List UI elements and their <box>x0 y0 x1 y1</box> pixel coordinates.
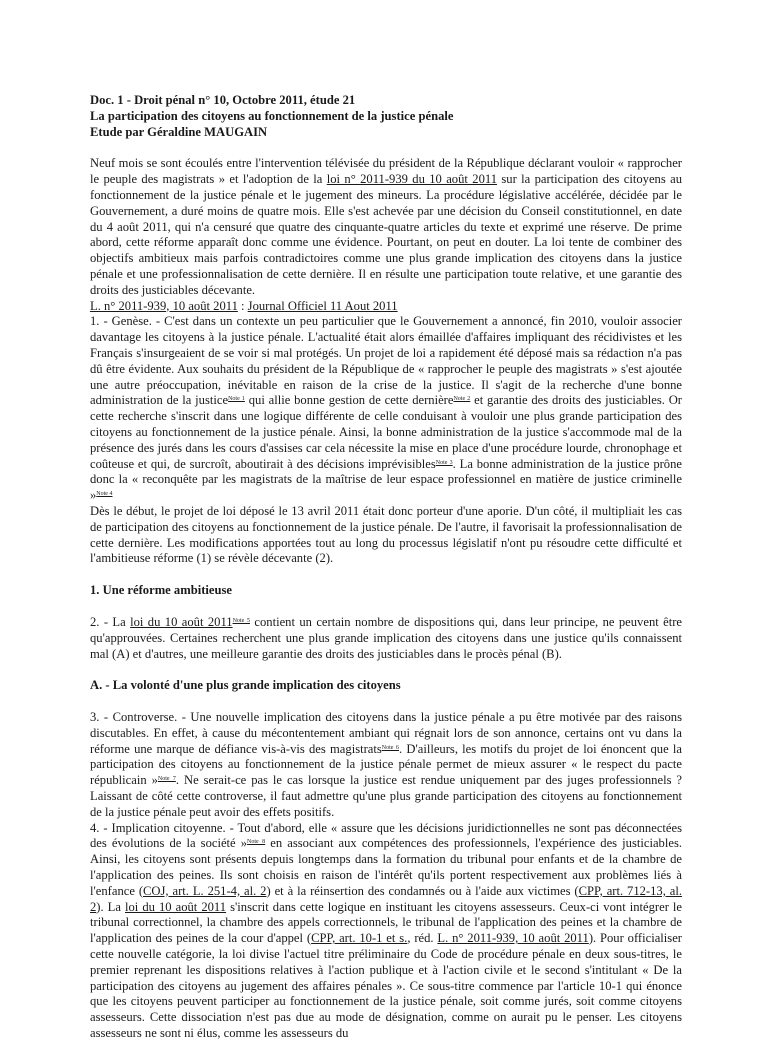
document-reference: Doc. 1 - Droit pénal n° 10, Octobre 2011, étude 21 <box>90 93 356 107</box>
law-reference-link[interactable]: L. n° 2011-939, 10 août 2011 <box>437 931 589 946</box>
paragraph-1-continued: Dès le début, le projet de loi déposé le 13 avril 2011 était donc porteur d'une aporie. D'un côté, il multipliait les cas de participation des citoyens au fonctionnement de la justice pénale. De l'autre, il favorisait la professionnalisation de cette dernière. Les modifications apportées tout au long du processus législatif n'ont pu résoudre cette difficulté et l'ambitieuse réforme (1) se révèle décevante (2). <box>90 503 682 566</box>
law-reference-link[interactable]: L. n° 2011-939, 10 août 2011 <box>90 298 238 313</box>
intro-paragraph: Neuf mois se sont écoulés entre l'intervention télévisée du président de la République déclarant vouloir « rapprocher le peuple des magistrats » et l'adoption de la loi n° 2011-939 du 10 août 2011 sur la participation des citoyens au fonctionnement de la justice pénale et le jugement des mineurs. La procédure législative accélérée, décidée par le Gouvernement, a duré moins de quatre mois. Elle s'est achevée par une décision du Conseil constitutionnel, en date du 4 août 2011, qui n'a censuré que quatre des cinquante-quatre articles du texte et exprimé une réserve. De prime abord, cette réforme apparaît donc comme une évidence. Pourtant, on peut en douter. La loi tente de combiner des objectifs ambitieux mais parfois contradictoires comme une plus grande implication des citoyens dans la justice pénale et une professionnalisation de cette dernière. Il en résulte une participation toute relative, et une garantie des droits des justiciables décevante. <box>90 156 682 297</box>
law-link[interactable]: loi n° 2011-939 du 10 août 2011 <box>326 172 497 187</box>
document-author: Etude par Géraldine MAUGAIN <box>90 124 268 139</box>
note-1-link[interactable]: Note 1 <box>228 396 245 403</box>
spacer <box>90 662 682 678</box>
spacer <box>90 599 682 615</box>
note-7-link[interactable]: Note 7 <box>157 776 176 783</box>
document-page <box>90 93 682 1042</box>
paragraph-4: 4. - Implication citoyenne. - Tout d'abord, elle « assure que les décisions juridictionnelles ne sont pas déconnectées des évolutions de la société »$^{Note 8}$ en associant aux compétences des professionnels, l'expérience des justiciables. Ainsi, les citoyens sont présents depuis longtemps dans la formation du tribunal pour enfants et de la chambre de l'application des peines. Ils sont choisis en raison de l'intérêt qu'ils portent respectivement aux problèmes liés à l'enfance (COJ, art. L. 251-4, al. 2) et à la réinsertion des condamnés ou à l'aide aux victimes (CPP, art. 712-13, al. 2). La loi du 10 août 2011 s'inscrit dans cette logique en instituant les citoyens assesseurs. Ceux-ci vont intégrer le tribunal correctionnel, la chambre des appels correctionnels, le tribunal de l'application des peines et la chambre de l'application des peines de la cour d'appel (CPP, art. 10-1 et s., réd. L. n° 2011-939, 10 août 2011). Pour officialiser cette nouvelle catégorie, la loi divise l'actuel titre préliminaire du Code de procédure pénale en deux sous-titres, le premier reprenant les dispositions relatives à l'action publique et à l'action civile et le second s'intitulant « De la participation des citoyens au jugement des affaires pénales ». Ce sous-titre commence par l'article 10-1 qui énonce que les citoyens peuvent participer au fonctionnement de la justice pénale, soit comme jurés, soit comme citoyens assesseurs. Cette dissociation n'est pas due au mode de désignation, comme on aurait pu le penser. Les citoyens assesseurs ne sont ni élus, comme les assesseurs du <box>90 820 683 1041</box>
paragraph-1: 1. - Genèse. - C'est dans un contexte un peu particulier que le Gouvernement a annoncé, fin 2010, vouloir associer davantage les citoyens à la justice pénale. L'actualité était alors émaillée d'affaires impliquant des récidivistes et les Français s'insurgeaient de se voir si mal protégés. Un projet de loi a rapidement été déposé mais sa rédaction n'a pas dû être évidente. Aux souhaits du président de la République de « rapprocher le peuple des magistrats » s'est ajoutée une autre préoccupation, inévitable en raison de la crise de la justice. Il s'agit de la recherche d'une bonne administration de la justice$^{Note 1}$ qui allie bonne gestion de cette dernière$^{Note 2}$ et garantie des droits des justiciables. Or cette recherche s'inscrit dans une logique différente de celle conduisant à vouloir une plus grande participation des citoyens au fonctionnement de la justice pénale. Ainsi, la bonne administration de la justice s'accommode mal de la présence des jurés dans les cours d'assises car cela nécessite la mise en place d'une procédure lourde, chronophage et coûteuse et qui, de surcroît, aboutirait à des décisions imprévisibles$^{Note 3}$. La bonne administration de la justice prône donc la « reconquête par les magistrats de la maîtrise de leur espace professionnel en matière de justice criminelle »$^{Note 4}$ <box>90 314 683 503</box>
note-6-link[interactable]: Note 6 <box>381 744 400 751</box>
note-5-link[interactable]: Note 5 <box>232 617 250 624</box>
cpp-article-link[interactable]: CPP, art. 712-13, al. 2 <box>90 883 683 914</box>
note-2-link[interactable]: Note 2 <box>453 396 471 403</box>
coj-article-link[interactable]: COJ, art. L. 251-4, al. 2 <box>143 883 267 898</box>
spacer <box>90 567 682 583</box>
paragraph-2: 2. - La loi du 10 août 2011$^{Note 5}$ contient un certain nombre de dispositions qui, dans leur principe, ne peuvent être qu'approuvées. Certaines recherchent une plus grande implication des citoyens dans une justice qu'ils connaissent mal (A) et d'autres, une meilleure garantie des droits des justiciables dans le procès pénal (B). <box>90 614 683 661</box>
section-heading-1: 1. Une réforme ambitieuse <box>90 583 232 598</box>
note-4-link[interactable]: Note 4 <box>96 491 113 498</box>
section-heading-a: A. - La volonté d'une plus grande implication des citoyens <box>90 678 401 693</box>
cpp-article-link[interactable]: CPP, art. 10-1 et s. <box>311 931 408 946</box>
journal-officiel-link[interactable]: Journal Officiel 11 Aout 2011 <box>247 298 398 313</box>
document-title: La participation des citoyens au fonctionnement de la justice pénale <box>90 108 454 123</box>
note-8-link[interactable]: Note 8 <box>247 839 266 846</box>
spacer <box>90 694 682 710</box>
law-link[interactable]: loi du 10 août 2011 <box>125 899 227 914</box>
paragraph-3: 3. - Controverse. - Une nouvelle implication des citoyens dans la justice pénale a pu être motivée par des raisons discutables. En effet, à cause du mécontentement ambiant qui régnait lors de son annonce, certains ont vu dans la réforme une marque de défiance vis-à-vis des magistrats$^{Note 6}$. D'ailleurs, les motifs du projet de loi énoncent que la participation des citoyens au fonctionnement de la justice pénale permet de mieux assurer « le respect du pacte républicain »$^{Note 7}$. Ne serait-ce pas le cas lorsque la justice est rendue uniquement par des juges professionnels ? Laissant de côté cette controverse, il faut admettre qu'une plus grande participation des citoyens au fonctionnement de la justice pénale peut avoir des effets positifs. <box>90 710 683 819</box>
document-header <box>90 93 682 140</box>
note-3-link[interactable]: Note 3 <box>435 459 453 466</box>
references-line: L. n° 2011-939, 10 août 2011 : Journal Officiel 11 Aout 2011 <box>90 298 398 313</box>
law-link[interactable]: loi du 10 août 2011 <box>130 614 233 629</box>
spacer <box>90 140 682 156</box>
